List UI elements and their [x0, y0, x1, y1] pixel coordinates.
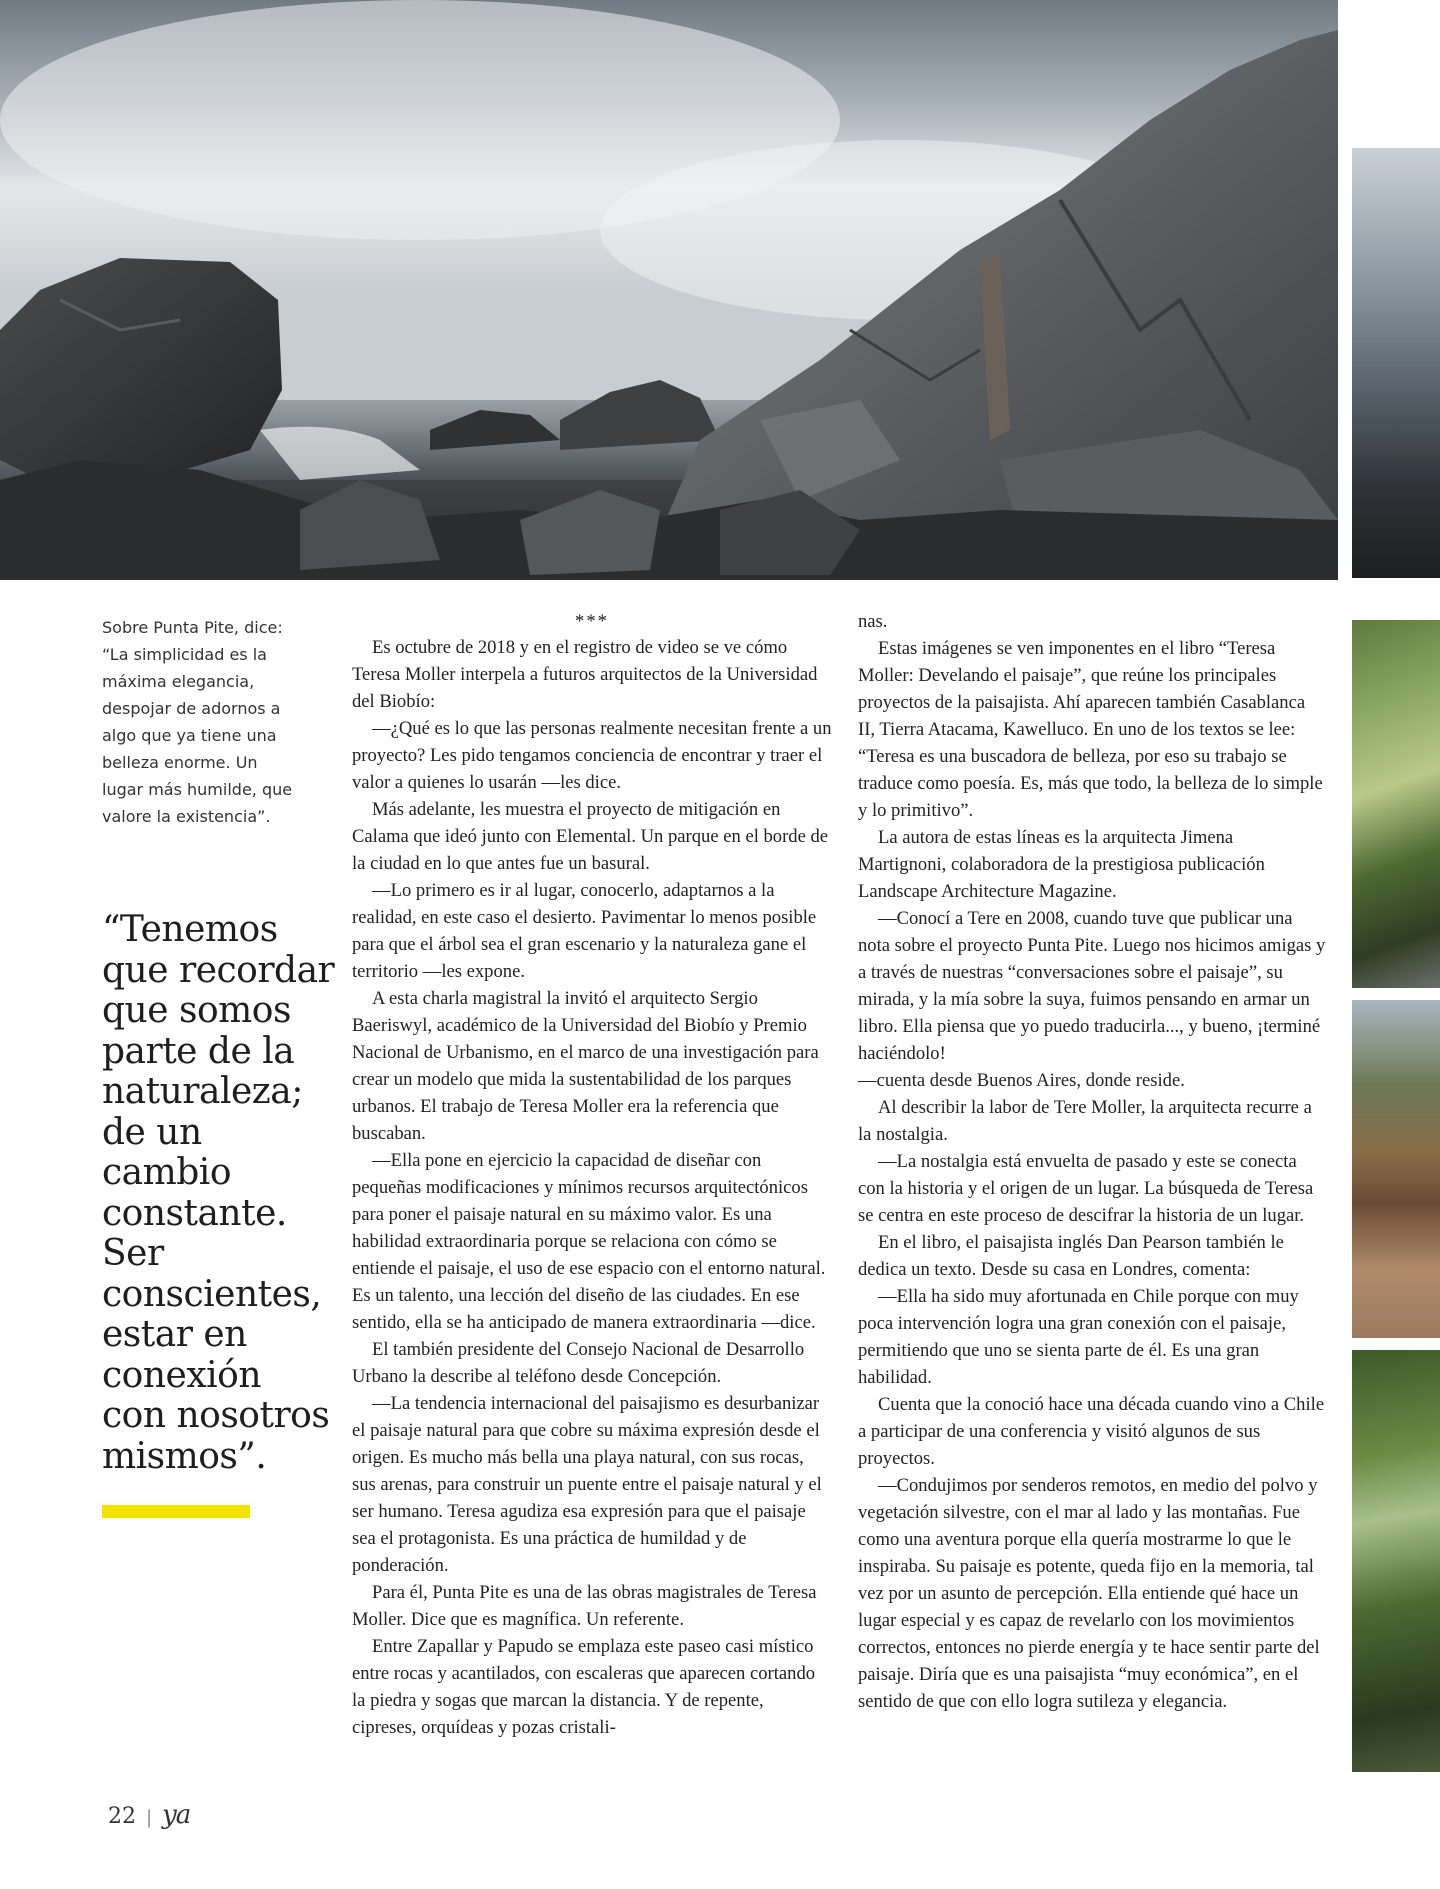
- pull-quote-line: de un: [102, 1111, 202, 1153]
- paragraph: —Condujimos por senderos remotos, en medio del polvo y vegetación silvestre, con el mar al lado y las montañas. Fue como una aventura porque ella quería mostrarme lo que le inspiraba. Su paisaje es potente, queda fijo en la memoria, tal vez por un asunto de percepción. Ella entiende qué hace un lugar especial y es capaz de revelarlo con los movimientos correctos, entonces no pierde energía y te hace sentir parte del paisaje. Diría que es una paisajista “muy económica”, en el sentido de que con ello logra sutileza y elegancia.: [858, 1475, 1320, 1712]
- paragraph: nas.: [858, 611, 888, 632]
- pull-quote-line: mismos”.: [102, 1435, 267, 1477]
- pull-quote-line: cambio: [102, 1152, 231, 1193]
- caption-line: lugar más humilde, que: [102, 780, 293, 799]
- paragraph: —La tendencia internacional del paisajismo es desurbanizar el paisaje natural para que cobre su máxima expresión desde el origen. Es mucho más bella una playa natural, con sus rocas, sus arenas, para construir un puente entre el paisaje natural y el ser humano. Teresa agudiza esa expresión para que el paisaje sea el protagonista. Es una práctica de humildad y de ponderación.: [352, 1393, 822, 1576]
- caption-line: algo que ya tiene una: [102, 726, 277, 745]
- caption-line: máxima elegancia,: [102, 672, 255, 691]
- article-column-2: [858, 608, 1326, 1715]
- paragraph: Más adelante, les muestra el proyecto de mitigación en Calama que ideó junto con Elemental. Un parque en el borde de la ciudad en lo que antes fue un basural.: [352, 799, 829, 874]
- page-number: 22: [108, 1804, 136, 1829]
- pull-quote-line: parte de la: [102, 1030, 295, 1072]
- paragraph: —Ella ha sido muy afortunada en Chile porque con muy poca intervención logra una gran conexión con el paisaje, permitiendo que uno se sienta parte de él. Es una gran habilidad.: [858, 1286, 1299, 1388]
- photo-strip-vegetation: [1352, 620, 1440, 988]
- caption-line: valore la existencia”.: [102, 807, 271, 826]
- paragraph: Es octubre de 2018 y en el registro de video se ve cómo Teresa Moller interpela a futuros arquitectos de la Universidad del Biobío:: [352, 637, 818, 712]
- caption-line: Sobre Punta Pite, dice:: [102, 618, 283, 637]
- hero-photo: [0, 0, 1338, 580]
- pull-quote-line: que recordar: [102, 949, 335, 991]
- pull-quote-line: estar en: [102, 1314, 247, 1355]
- article-column-1: [352, 608, 832, 1741]
- caption-line: despojar de adornos a: [102, 699, 281, 718]
- caption-line: “La simplicidad es la: [102, 645, 267, 664]
- coastal-rocks-illustration: [0, 0, 1338, 580]
- paragraph: Al describir la labor de Tere Moller, la arquitecta recurre a la nostalgia.: [858, 1097, 1312, 1145]
- pull-quote-line: con nosotros: [102, 1395, 330, 1436]
- section-divider: ***: [575, 611, 609, 632]
- paragraph: Para él, Punta Pite es una de las obras magistrales de Teresa Moller. Dice que es magnífica. Un referente.: [352, 1582, 817, 1630]
- paragraph: El también presidente del Consejo Nacional de Desarrollo Urbano la describe al teléfono desde Concepción.: [352, 1339, 805, 1387]
- pull-quote-line: “Tenemos: [102, 909, 278, 950]
- pull-quote-line: constante.: [102, 1192, 287, 1234]
- page-folio: [108, 1800, 190, 1830]
- pull-quote-line: naturaleza;: [102, 1071, 303, 1112]
- folio-separator: |: [146, 1807, 153, 1828]
- paragraph: —cuenta desde Buenos Aires, donde reside.: [858, 1070, 1185, 1091]
- paragraph: —¿Qué es lo que las personas realmente necesitan frente a un proyecto? Les pido tengamos conciencia de encontrar y traer el valor a quienes lo usarán —les dice.: [352, 718, 832, 793]
- photo-strip-trees: [1352, 1350, 1440, 1772]
- paragraph: Entre Zapallar y Papudo se emplaza este paseo casi místico entre rocas y acantilados, con escaleras que aparecen cortando la piedra y sogas que marcan la distancia. Y de repente, cipreses, orquídeas y pozas cristali-: [352, 1636, 816, 1738]
- paragraph: Estas imágenes se ven imponentes en el libro “Teresa Moller: Develando el paisaje”, que reúne los principales proyectos de la paisajista. Ahí aparecen también Casablanca II, Tierra Atacama, Kawelluco. En uno de los textos se lee: “Teresa es una buscadora de belleza, por eso su trabajo se traduce como poesía. Es, más que todo, la belleza de lo simple y lo primitivo”.: [858, 638, 1323, 821]
- pull-quote-line: Ser: [102, 1233, 164, 1274]
- photo-caption: [102, 614, 302, 830]
- pull-quote-line: conscientes,: [102, 1273, 322, 1315]
- paragraph: —Conocí a Tere en 2008, cuando tuve que publicar una nota sobre el proyecto Punta Pite. Luego nos hicimos amigas y a través de nuestras “conversaciones sobre el paisaje”, su mirada, y la mía sobre la suya, fuimos pensando en armar un libro. Ella piensa que yo puedo traducirla..., y bueno, ¡terminé haciéndolo!: [858, 908, 1326, 1064]
- pull-quote-line: conexión: [102, 1354, 262, 1396]
- paragraph: A esta charla magistral la invitó el arquitecto Sergio Baeriswyl, académico de la Universidad del Biobío y Premio Nacional de Urbanismo, en el marco de una investigación para crear un modelo que mida la sustentabilidad de los parques urbanos. El trabajo de Teresa Moller era la referencia que buscaban.: [352, 988, 819, 1144]
- paragraph: En el libro, el paisajista inglés Dan Pearson también le dedica un texto. Desde su casa en Londres, comenta:: [858, 1232, 1284, 1280]
- magazine-logo: ya: [162, 1800, 191, 1830]
- paragraph: Cuenta que la conoció hace una década cuando vino a Chile a participar de una conferencia y visitó algunos de sus proyectos.: [858, 1394, 1325, 1469]
- paragraph: La autora de estas líneas es la arquitecta Jimena Martignoni, colaboradora de la prestigiosa publicación Landscape Architecture Magazine.: [858, 827, 1265, 902]
- paragraph: —La nostalgia está envuelta de pasado y este se conecta con la historia y el origen de un lugar. La búsqueda de Teresa se centra en este proceso de descifrar la historia de un lugar.: [858, 1151, 1314, 1226]
- pull-quote-line: que somos: [102, 990, 291, 1031]
- paragraph: —Lo primero es ir al lugar, conocerlo, adaptarnos a la realidad, en este caso el desierto. Pavimentar lo menos posible para que el árbol sea el gran escenario y la naturaleza gane el territorio —les expone.: [352, 880, 817, 982]
- pull-quote: [102, 910, 342, 1477]
- photo-strip-sea: [1352, 148, 1440, 578]
- accent-bar: [102, 1505, 250, 1518]
- photo-strip-landscape: [1352, 1000, 1440, 1338]
- paragraph: —Ella pone en ejercicio la capacidad de diseñar con pequeñas modificaciones y mínimos recursos arquitectónicos para poner el paisaje natural en su máximo valor. Es una habilidad extraordinaria porque se relaciona con cómo se entiende el paisaje, el uso de ese espacio con el entorno natural. Es un talento, una lección del diseño de las ciudades. En ese sentido, ella se ha anticipado de manera extraordinaria —dice.: [352, 1150, 826, 1333]
- caption-line: belleza enorme. Un: [102, 753, 258, 772]
